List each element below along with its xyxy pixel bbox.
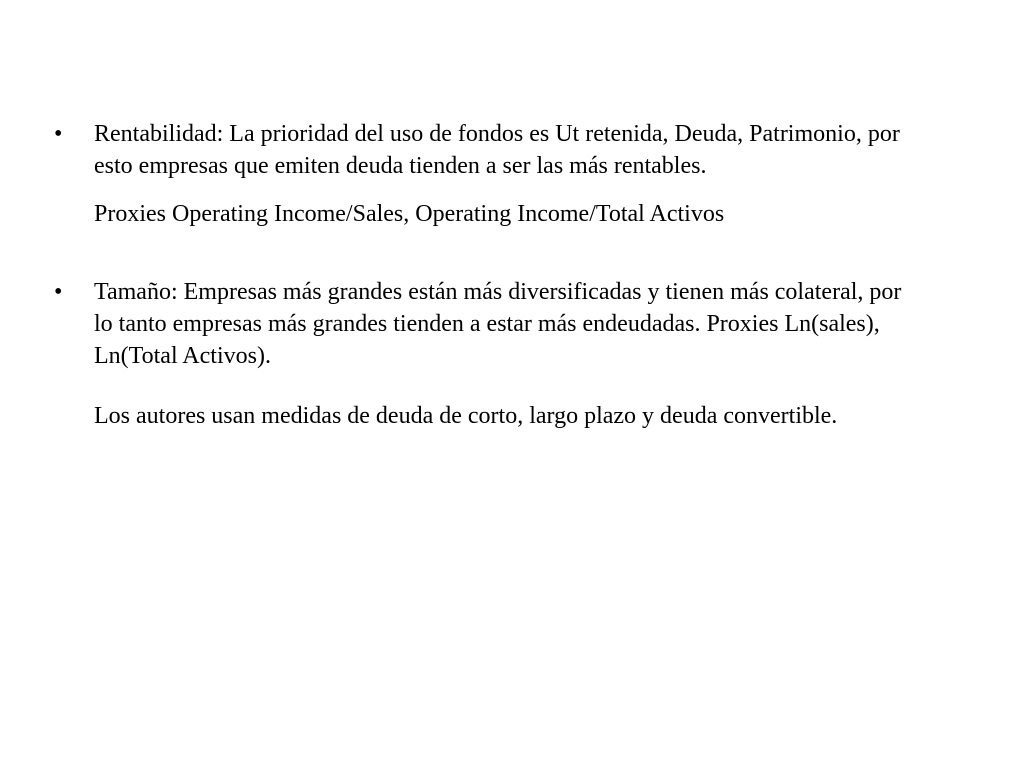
slide-content (52, 118, 912, 432)
proxies-line (52, 198, 912, 230)
bullet-item-rentabilidad (52, 118, 912, 182)
paragraph-text: Proxies Operating Income/Sales, Operating Income/Total Activos (94, 201, 725, 227)
bullet-item-tamano (52, 276, 912, 372)
bullet-text: Rentabilidad: La prioridad del uso de fondos es Ut retenida, Deuda, Patrimonio, por esto empresas que emiten deuda tienden a ser las más rentables. (94, 121, 900, 179)
paragraph-text: Los autores usan medidas de deuda de corto, largo plazo y deuda convertible. (94, 403, 838, 429)
bullet-text: Tamaño: Empresas más grandes están más diversificadas y tienen más colateral, por lo tanto empresas más grandes tienden a estar más endeudadas. Proxies Ln(sales), Ln(Total Activos). (94, 279, 902, 369)
authors-note (52, 400, 912, 432)
bullet-icon: • (54, 121, 63, 147)
bullet-icon: • (54, 279, 63, 305)
